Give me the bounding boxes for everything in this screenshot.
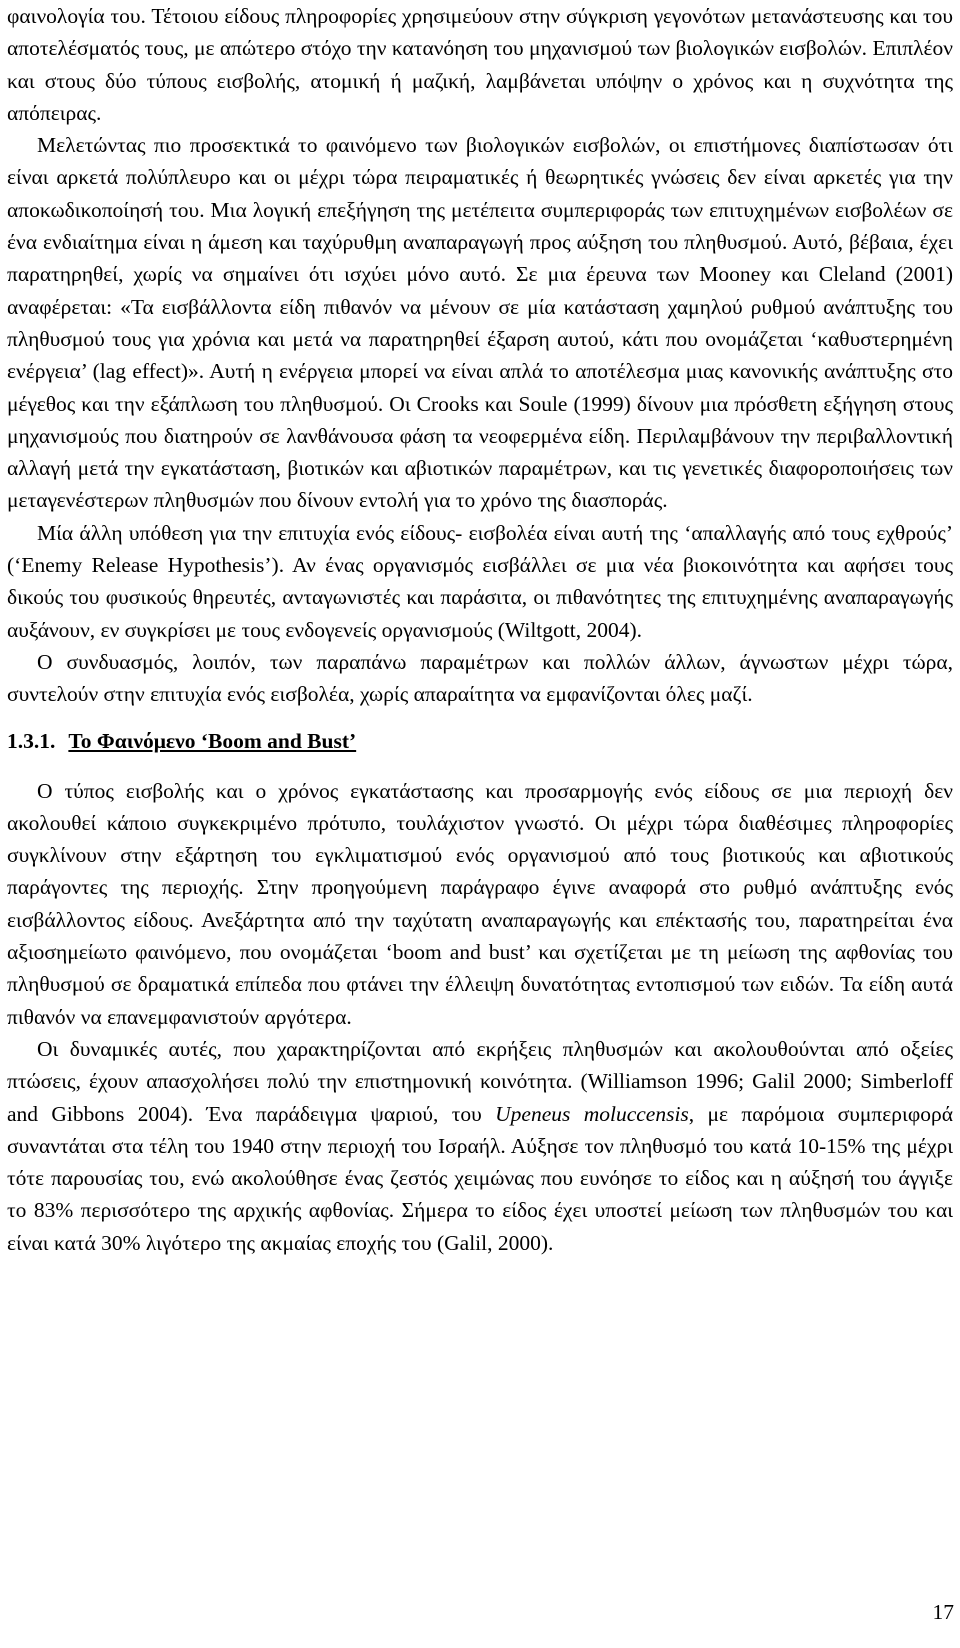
section-number: 1.3.1.	[7, 728, 56, 753]
body-text-bottom	[7, 775, 953, 1259]
page-number: 17	[932, 1600, 954, 1624]
paragraph-text: Ο τύπος εισβολής και ο χρόνος εγκατάστασης και προσαρμογής ενός είδους σε μια περιοχή δεν ακολουθεί κάποιο συγκεκριμένο πρότυπο, τουλάχιστον γνωστό. Οι μέχρι τώρα διαθέσιμες πληροφορίες συγκλίνουν στην εξάρτηση του εγκλιματισμού ενός οργανισμού από τους βιοτικούς και αβιοτικούς παράγοντες της περιοχής. Στην προηγούμενη παράγραφο έγινε αναφορά στο ρυθμό ανάπτυξης ενός εισβάλλοντος είδους. Ανεξάρτητα από την ταχύτατη αναπαραγωγής και επέκτασής του, παρατηρείται ένα αξιοσημείωτο φαινόμενο, που ονομάζεται ‘boom and bust’ και σχετίζεται με τη μείωση της αφθονίας του πληθυσμού σε δραματικά επίπεδα που φτάνει την έλλειψη δυνατότητας εντοπισμού των ειδών. Τα είδη αυτά πιθανόν να επανεμφανιστούν αργότερα.	[7, 778, 953, 1029]
paragraph	[7, 129, 953, 517]
paragraph-text: φαινολογία του. Τέτοιου είδους πληροφορίες χρησιμεύουν στην σύγκριση γεγονότων μετανάστευσης και του αποτελέσματός τους, με απώτερο στόχο την κατανόηση του μηχανισμού των βιολογικών εισβολών. Επιπλέον και στους δύο τύπους εισβολής, ατομική ή μαζική, λαμβάνεται υπόψην ο χρόνος και η συχνότητα της απόπειρας.	[7, 4, 953, 125]
section-title: Το Φαινόμενο ‘Boom and Bust’	[68, 728, 357, 753]
paragraph-text: , με παρόμοια συμπεριφορά συναντάται στα τέλη του 1940 στην περιοχή του Ισραήλ. Αύξησε τον πληθυσμό του κατά 10-15% της μέχρι τότε παρουσίας του, ενώ ακολούθησε ένας ζεστός χειμώνας που ευνόησε το είδος και η αύξησή του άγγιξε το 83% περισσότερο της αρχικής αφθονίας. Σήμερα το είδος έχει υποστεί μείωση των πληθυσμών του και είναι κατά 30% λιγότερο της ακμαίας εποχής του (Galil, 2000).	[7, 1101, 953, 1255]
paragraph	[7, 1033, 953, 1259]
paragraph	[7, 517, 953, 646]
paragraph-text: Οι δυναμικές αυτές, που χαρακτηρίζονται από εκρήξεις πληθυσμών και ακολουθούνται από οξείες πτώσεις, έχουν απασχολήσει πολύ την επιστημονική κοινότητα. (Williamson 1996; Galil 2000; Simberloff and Gibbons 2004). Ένα παράδειγμα ψαριού, του	[7, 1036, 953, 1126]
paragraph	[7, 775, 953, 1033]
paragraph-text: Μελετώντας πιο προσεκτικά το φαινόμενο των βιολογικών εισβολών, οι επιστήμονες διαπίστωσαν ότι είναι αρκετά πολύπλευρο και οι μέχρι τώρα πειραματικές ή θεωρητικές γνώσεις δεν είναι αρκετές για την αποκωδικοποίησή του. Μια λογική επεξήγηση της μετέπειτα συμπεριφοράς των επιτυχημένων εισβολέων σε ένα ενδιαίτημα είναι η άμεση και ταχύρυθμη αναπαραγωγή προς αύξηση του πληθυσμού. Αυτό, βέβαια, έχει παρατηρηθεί, χωρίς να σημαίνει ότι ισχύει μόνο αυτό. Σε μια έρευνα των Mooney και Cleland (2001) αναφέρεται: «Τα εισβάλλοντα είδη πιθανόν να μένουν σε μία κατάσταση χαμηλού ρυθμού ανάπτυξης του πληθυσμού τους για χρόνια και μετά να παρατηρηθεί έξαρση αυτού, κάτι που ονομάζεται ‘καθυστερημένη ενέργεια’ (lag effect)». Αυτή η ενέργεια μπορεί να είναι απλά το αποτέλεσμα μιας κανονικής ανάπτυξης στο μέγεθος και την εξάπλωση του πληθυσμού. Οι Crooks και Soule (1999) δίνουν μια πρόσθετη εξήγηση στους μηχανισμούς που διατηρούν σε λανθάνουσα φάση τα νεοφερμένα είδη. Περιλαμβάνουν την περιβαλλοντική αλλαγή μετά την εγκατάσταση, βιοτικών και αβιοτικών παραμέτρων, και τις γενετικές διαφοροποιήσεις των μεταγενέστερων πληθυσμών που δίνουν εντολή για το χρόνο της διασποράς.	[7, 133, 953, 513]
paragraph	[7, 646, 953, 711]
section-heading	[7, 725, 953, 757]
paragraph	[7, 0, 953, 129]
body-text-top	[7, 0, 953, 711]
paragraph-text: Ο συνδυασμός, λοιπόν, των παραπάνω παραμέτρων και πολλών άλλων, άγνωστων μέχρι τώρα, συντελούν στην επιτυχία ενός εισβολέα, χωρίς απαραίτητα να εμφανίζονται όλες μαζί.	[7, 649, 953, 707]
species-name: Upeneus moluccensis	[495, 1101, 689, 1126]
paragraph-text: Μία άλλη υπόθεση για την επιτυχία ενός είδους- εισβολέα είναι αυτή της ‘απαλλαγής από τους εχθρούς’ (‘Enemy Release Hypothesis’). Αν ένας οργανισμός εισβάλλει σε μια νέα βιοκοινότητα και αφήσει τους δικούς του φυσικούς θηρευτές, ανταγωνιστές και παράσιτα, οι πιθανότητες της επιτυχημένης αναπαραγωγής αυξάνουν, εν συγκρίσει με τους ενδογενείς οργανισμούς (Wiltgott, 2004).	[7, 520, 953, 642]
document-page	[7, 0, 953, 1259]
